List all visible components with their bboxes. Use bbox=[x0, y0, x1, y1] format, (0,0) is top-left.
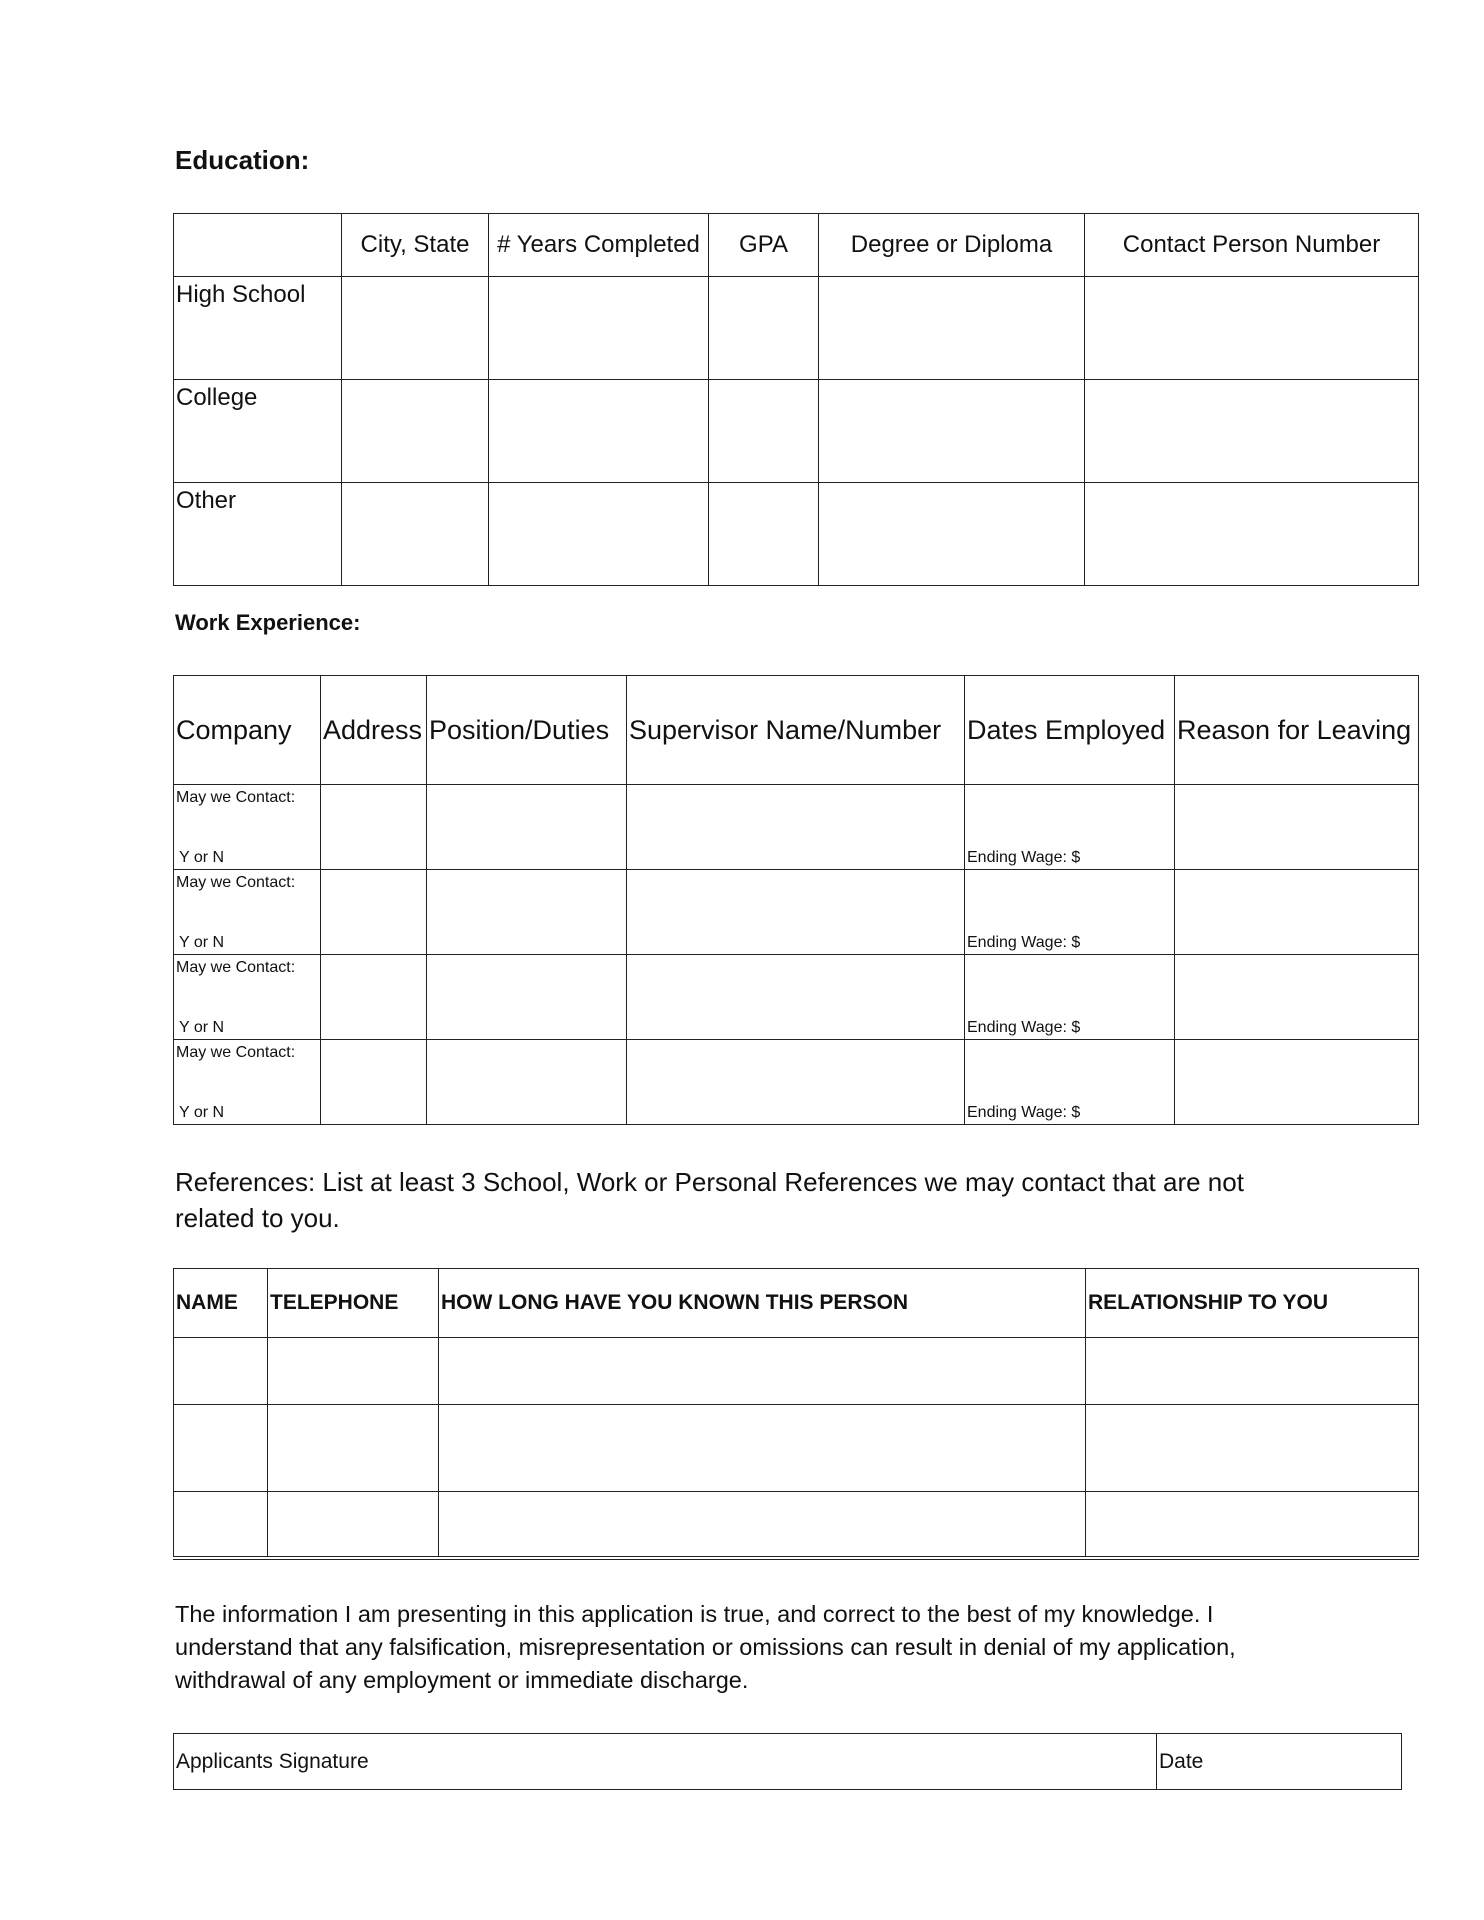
education-table bbox=[173, 213, 1419, 586]
education-cell[interactable] bbox=[819, 380, 1085, 483]
position-cell[interactable] bbox=[427, 785, 627, 870]
reason-cell[interactable] bbox=[1175, 785, 1419, 870]
reference-row bbox=[174, 1405, 1419, 1492]
ending-wage-label: Ending Wage: $ bbox=[967, 934, 1081, 951]
education-cell[interactable] bbox=[709, 277, 819, 380]
yes-no-label: Y or N bbox=[179, 934, 225, 951]
supervisor-cell[interactable] bbox=[627, 785, 965, 870]
references-col-how-long: HOW LONG HAVE YOU KNOWN THIS PERSON bbox=[439, 1269, 1086, 1338]
education-row-label: Other bbox=[174, 483, 342, 586]
applicant-signature-field[interactable]: Applicants Signature bbox=[174, 1734, 1157, 1790]
education-cell[interactable] bbox=[489, 380, 709, 483]
education-cell[interactable] bbox=[489, 483, 709, 586]
education-cell[interactable] bbox=[1085, 277, 1419, 380]
may-we-contact-label: May we Contact: bbox=[176, 789, 296, 806]
education-cell[interactable] bbox=[342, 483, 489, 586]
reference-cell[interactable] bbox=[439, 1338, 1086, 1405]
reason-cell[interactable] bbox=[1175, 955, 1419, 1040]
education-heading: Education: bbox=[175, 145, 310, 175]
may-we-contact-label: May we Contact: bbox=[176, 959, 296, 976]
reference-cell[interactable] bbox=[439, 1405, 1086, 1492]
dates-employed-cell[interactable] bbox=[965, 785, 1175, 870]
education-cell[interactable] bbox=[342, 380, 489, 483]
supervisor-cell[interactable] bbox=[627, 870, 965, 955]
education-col-blank bbox=[174, 214, 342, 277]
ending-wage-label: Ending Wage: $ bbox=[967, 1104, 1081, 1121]
signature-table bbox=[173, 1733, 1402, 1790]
education-row-other bbox=[174, 483, 1419, 586]
education-cell[interactable] bbox=[819, 277, 1085, 380]
company-cell[interactable] bbox=[174, 955, 321, 1040]
references-col-name: NAME bbox=[174, 1269, 268, 1338]
reference-cell[interactable] bbox=[268, 1338, 439, 1405]
reference-cell[interactable] bbox=[174, 1338, 268, 1405]
ending-wage-label: Ending Wage: $ bbox=[967, 849, 1081, 866]
references-col-relationship: RELATIONSHIP TO YOU bbox=[1086, 1269, 1419, 1338]
work-experience-table bbox=[173, 675, 1419, 1125]
supervisor-cell[interactable] bbox=[627, 955, 965, 1040]
work-header-row bbox=[174, 676, 1419, 785]
references-table bbox=[173, 1268, 1419, 1560]
education-cell[interactable] bbox=[1085, 380, 1419, 483]
company-cell[interactable] bbox=[174, 1040, 321, 1125]
references-col-telephone: TELEPHONE bbox=[268, 1269, 439, 1338]
dates-employed-cell[interactable] bbox=[965, 955, 1175, 1040]
position-cell[interactable] bbox=[427, 955, 627, 1040]
reference-cell[interactable] bbox=[268, 1405, 439, 1492]
reference-cell[interactable] bbox=[1086, 1492, 1419, 1559]
education-cell[interactable] bbox=[489, 277, 709, 380]
reference-cell[interactable] bbox=[268, 1492, 439, 1559]
signature-row bbox=[174, 1734, 1402, 1790]
reference-row bbox=[174, 1492, 1419, 1559]
reference-cell[interactable] bbox=[174, 1492, 268, 1559]
yes-no-label: Y or N bbox=[179, 849, 225, 866]
work-col-reason-leaving: Reason for Leaving bbox=[1175, 676, 1419, 785]
references-intro: References: List at least 3 School, Work or Personal References we may contact that are not related to you. bbox=[175, 1167, 1244, 1233]
education-cell[interactable] bbox=[709, 380, 819, 483]
date-field[interactable]: Date bbox=[1157, 1734, 1402, 1790]
education-col-years-completed: # Years Completed bbox=[489, 214, 709, 277]
education-cell[interactable] bbox=[342, 277, 489, 380]
work-row bbox=[174, 870, 1419, 955]
reference-cell[interactable] bbox=[174, 1405, 268, 1492]
reference-cell[interactable] bbox=[439, 1492, 1086, 1559]
dates-employed-cell[interactable] bbox=[965, 1040, 1175, 1125]
education-col-contact-person: Contact Person Number bbox=[1085, 214, 1419, 277]
reference-cell[interactable] bbox=[1086, 1405, 1419, 1492]
education-header-row bbox=[174, 214, 1419, 277]
work-col-address: Address bbox=[321, 676, 427, 785]
position-cell[interactable] bbox=[427, 1040, 627, 1125]
education-row-label: High School bbox=[174, 277, 342, 380]
dates-employed-cell[interactable] bbox=[965, 870, 1175, 955]
education-row-label: College bbox=[174, 380, 342, 483]
work-col-supervisor: Supervisor Name/Number bbox=[627, 676, 965, 785]
yes-no-label: Y or N bbox=[179, 1019, 225, 1036]
work-row bbox=[174, 785, 1419, 870]
may-we-contact-label: May we Contact: bbox=[176, 874, 296, 891]
education-row-high-school bbox=[174, 277, 1419, 380]
position-cell[interactable] bbox=[427, 870, 627, 955]
company-cell[interactable] bbox=[174, 785, 321, 870]
work-col-dates-employed: Dates Employed bbox=[965, 676, 1175, 785]
may-we-contact-label: May we Contact: bbox=[176, 1044, 296, 1061]
education-row-college bbox=[174, 380, 1419, 483]
reason-cell[interactable] bbox=[1175, 870, 1419, 955]
yes-no-label: Y or N bbox=[179, 1104, 225, 1121]
work-row bbox=[174, 1040, 1419, 1125]
references-header-row bbox=[174, 1269, 1419, 1338]
supervisor-cell[interactable] bbox=[627, 1040, 965, 1125]
address-cell[interactable] bbox=[321, 870, 427, 955]
company-cell[interactable] bbox=[174, 870, 321, 955]
ending-wage-label: Ending Wage: $ bbox=[967, 1019, 1081, 1036]
education-col-degree: Degree or Diploma bbox=[819, 214, 1085, 277]
work-experience-heading: Work Experience: bbox=[175, 610, 361, 635]
education-cell[interactable] bbox=[819, 483, 1085, 586]
reference-cell[interactable] bbox=[1086, 1338, 1419, 1405]
work-col-company: Company bbox=[174, 676, 321, 785]
reference-row bbox=[174, 1338, 1419, 1405]
address-cell[interactable] bbox=[321, 955, 427, 1040]
work-row bbox=[174, 955, 1419, 1040]
education-col-city-state: City, State bbox=[342, 214, 489, 277]
education-col-gpa: GPA bbox=[709, 214, 819, 277]
work-col-position-duties: Position/Duties bbox=[427, 676, 627, 785]
certification-statement: The information I am presenting in this application is true, and correct to the best of my knowledge. I understand that any falsification, misrepresentation or omissions can result in denial of my application, withdrawal of any employment or immediate discharge. bbox=[175, 1601, 1236, 1693]
address-cell[interactable] bbox=[321, 785, 427, 870]
education-cell[interactable] bbox=[709, 483, 819, 586]
education-cell[interactable] bbox=[1085, 483, 1419, 586]
address-cell[interactable] bbox=[321, 1040, 427, 1125]
reason-cell[interactable] bbox=[1175, 1040, 1419, 1125]
